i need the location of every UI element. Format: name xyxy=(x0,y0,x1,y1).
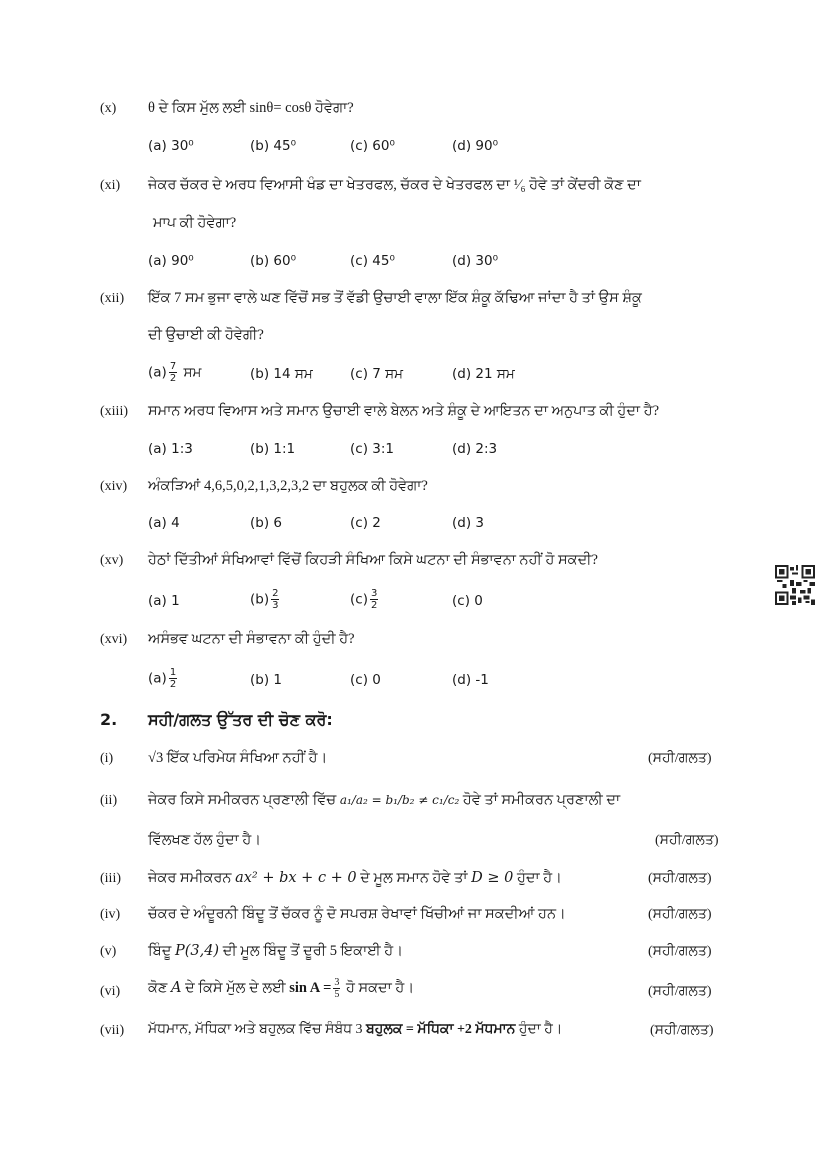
statement-number: (i) xyxy=(100,751,114,766)
option-d: (d) 3 xyxy=(452,515,484,531)
discriminant-formula: D ≥ 0 xyxy=(471,870,514,886)
option-b: (b) 14 ਸਮ xyxy=(250,366,313,382)
option-d: (c) 0 xyxy=(452,593,483,609)
sine-formula: sin A = xyxy=(289,979,332,996)
statement-text-cont: ਵਿੱਲਖਣ ਹੱਲ ਹੁੰਦਾ ਹੈ। xyxy=(148,832,262,848)
option-c: (c) $\frac{3}{2}$ xyxy=(350,588,378,611)
question-number: (xi) xyxy=(100,178,121,193)
empirical-relation: ਬਹੁਲਕ = ਮੱਧਿਕਾ +2 ਮੱਧਮਾਨ xyxy=(366,1022,516,1037)
statement-number: (iv) xyxy=(100,907,121,922)
question-number: (xiv) xyxy=(100,479,128,494)
true-false-mark: (ਸਹੀ/ਗਲਤ) xyxy=(648,907,712,922)
point-formula: P(3,4) xyxy=(174,943,220,959)
statement-text: ਜੇਕਰ ਸਮੀਕਰਨ ax² + bx + c + 0 ਦੇ ਮੂਲ ਸਮਾਨ ਹੋਵੇ ਤਾਂ D ≥ 0 ਹੁੰਦਾ ਹੈ। xyxy=(148,870,562,886)
true-false-mark: (ਸਹੀ/ਗਲਤ) xyxy=(655,833,719,848)
question-text-cont: ਦੀ ਉਚਾਈ ਕੀ ਹੋਵੇਗੀ? xyxy=(148,327,264,343)
statement-text: ਬਿੰਦੂ P(3,4) ਦੀ ਮੂਲ ਬਿੰਦੂ ਤੋਂ ਦੂਰੀ 5 ਇਕਾਈ ਹੈ। xyxy=(148,943,403,959)
option-d: (d) 21 ਸਮ xyxy=(452,366,515,382)
statement-text: ਚੱਕਰ ਦੇ ਅੰਦੂਰਨੀ ਬਿੰਦੂ ਤੋਂ ਚੱਕਰ ਨੂੰ ਦੋ ਸਪਰਸ਼ ਰੇਖਾਵਾਂ ਖਿੱਚੀਆਂ ਜਾ ਸਕਦੀਆਂ ਹਨ। xyxy=(148,906,566,922)
statement-number: (iii) xyxy=(100,871,121,886)
option-a: (a) 30⁰ xyxy=(148,138,194,154)
statement-text: ਮੱਧਮਾਨ, ਮੱਧਿਕਾ ਅਤੇ ਬਹੁਲਕ ਵਿੱਚ ਸੰਬੰਧ 3 ਬਹੁਲਕ = ਮੱਧਿਕਾ +2 ਮੱਧਮਾਨ ਹੁੰਦਾ ਹੈ। xyxy=(148,1022,563,1037)
section-number: 2. xyxy=(100,710,118,729)
option-b: (b) 45⁰ xyxy=(250,138,296,154)
question-number: (xv) xyxy=(100,553,124,568)
question-text: ਅੰਕੜਿਆਂ 4,6,5,0,2,1,3,2,3,2 ਦਾ ਬਹੁਲਕ ਕੀ ਹੋਵੇਗਾ? xyxy=(148,478,428,494)
question-number: (x) xyxy=(100,101,117,116)
option-a: (a) 4 xyxy=(148,515,180,531)
qr-code-icon[interactable] xyxy=(775,565,815,605)
option-c: (c) 60⁰ xyxy=(350,138,395,154)
option-b: (b) 6 xyxy=(250,515,282,531)
option-d: (d) -1 xyxy=(452,672,489,688)
option-d: (d) 90⁰ xyxy=(452,138,498,154)
question-text-cont: ਮਾਪ ਕੀ ਹੋਵੇਗਾ? xyxy=(153,215,237,231)
true-false-mark: (ਸਹੀ/ਗਲਤ) xyxy=(648,984,712,999)
option-a: (a) $\frac{1}{2}$ xyxy=(148,667,177,690)
true-false-mark: (ਸਹੀ/ਗਲਤ) xyxy=(650,1023,714,1038)
question-text: ਜੇਕਰ ਚੱਕਰ ਦੇ ਅਰਧ ਵਿਆਸੀ ਖੰਡ ਦਾ ਖੇਤਰਫਲ, ਚੱਕਰ ਦੇ ਖੇਤਰਫਲ ਦਾ ¹⁄₆ ਹੋਵੇ ਤਾਂ ਕੇਂਦਰੀ ਕੋਣ ਦਾ xyxy=(148,177,641,193)
statement-text: ਕੋਣ A ਦੇ ਕਿਸੇ ਮੁੱਲ ਦੇ ਲਈ sin A = $\frac{3}{5}$ ਹੋ ਸਕਦਾ ਹੈ। xyxy=(148,977,415,1000)
option-a: (a) $\frac{7}{2}$ ਸਮ xyxy=(148,361,202,384)
option-c: (c) 3:1 xyxy=(350,441,394,457)
true-false-mark: (ਸਹੀ/ਗਲਤ) xyxy=(648,871,712,886)
option-b: (b) $\frac{2}{3}$ xyxy=(250,588,279,611)
option-b: (b) 60⁰ xyxy=(250,253,296,269)
option-a: (a) 1:3 xyxy=(148,441,193,457)
option-a: (a) 1 xyxy=(148,593,180,609)
question-text: ਹੇਠਾਂ ਦਿੱਤੀਆਂ ਸੰਖਿਆਵਾਂ ਵਿੱਚੋਂ ਕਿਹੜੀ ਸੰਖਿਆ ਕਿਸੇ ਘਟਨਾ ਦੀ ਸੰਭਾਵਨਾ ਨਹੀਂ ਹੋ ਸਕਦੀ? xyxy=(148,552,598,568)
option-c: (c) 7 ਸਮ xyxy=(350,366,404,382)
question-number: (xvi) xyxy=(100,632,128,647)
option-b: (b) 1 xyxy=(250,672,282,688)
section-title: ਸਹੀ/ਗਲਤ ਉੱਤਰ ਦੀ ਚੋਣ ਕਰੋ: xyxy=(148,710,333,729)
statement-text: ਜੇਕਰ ਕਿਸੇ ਸਮੀਕਰਨ ਪ੍ਰਣਾਲੀ ਵਿੱਚ a₁/a₂ = b₁/b₂ ≠ c₁/c₂ ਹੋਵੇ ਤਾਂ ਸਮੀਕਰਨ ਪ੍ਰਣਾਲੀ ਦਾ xyxy=(148,792,621,808)
statement-number: (ii) xyxy=(100,793,118,808)
option-d: (d) 2:3 xyxy=(452,441,498,457)
option-c: (c) 2 xyxy=(350,515,381,531)
statement-number: (vi) xyxy=(100,984,121,999)
statement-number: (v) xyxy=(100,944,117,959)
question-text: ਅਸੰਭਵ ਘਟਨਾ ਦੀ ਸੰਭਾਵਨਾ ਕੀ ਹੁੰਦੀ ਹੈ? xyxy=(148,631,355,647)
question-text: θ ਦੇ ਕਿਸ ਮੁੱਲ ਲਈ sinθ= cosθ ਹੋਵੇਗਾ? xyxy=(148,100,354,116)
question-text: ਇੱਕ 7 ਸਮ ਭੁਜਾ ਵਾਲੇ ਘਣ ਵਿੱਚੋਂ ਸਭ ਤੋਂ ਵੱਡੀ ਉਚਾਈ ਵਾਲਾ ਇੱਕ ਸ਼ੰਕੂ ਕੱਢਿਆ ਜਾਂਦਾ ਹੈ ਤਾਂ ਉਸ ਸ਼ੰਕੂ xyxy=(148,290,642,306)
question-number: (xii) xyxy=(100,291,125,306)
option-d: (d) 30⁰ xyxy=(452,253,498,269)
option-c: (c) 45⁰ xyxy=(350,253,395,269)
quadratic-formula: ax² + bx + c + 0 xyxy=(235,870,357,886)
option-a: (a) 90⁰ xyxy=(148,253,194,269)
statement-number: (vii) xyxy=(100,1023,125,1038)
question-text: ਸਮਾਨ ਅਰਧ ਵਿਆਸ ਅਤੇ ਸਮਾਨ ਉਚਾਈ ਵਾਲੇ ਬੇਲਨ ਅਤੇ ਸ਼ੰਕੂ ਦੇ ਆਇਤਨ ਦਾ ਅਨੁਪਾਤ ਕੀ ਹੁੰਦਾ ਹੈ? xyxy=(148,403,660,419)
option-b: (b) 1:1 xyxy=(250,441,296,457)
true-false-mark: (ਸਹੀ/ਗਲਤ) xyxy=(648,944,712,959)
statement-text: √3 ਇੱਕ ਪਰਿਮੇਯ ਸੰਖਿਆ ਨਹੀਂ ਹੈ। xyxy=(148,750,328,766)
question-number: (xiii) xyxy=(100,404,128,419)
option-c: (c) 0 xyxy=(350,672,381,688)
ratio-formula: a₁/a₂ = b₁/b₂ ≠ c₁/c₂ xyxy=(339,793,460,807)
true-false-mark: (ਸਹੀ/ਗਲਤ) xyxy=(648,751,712,766)
